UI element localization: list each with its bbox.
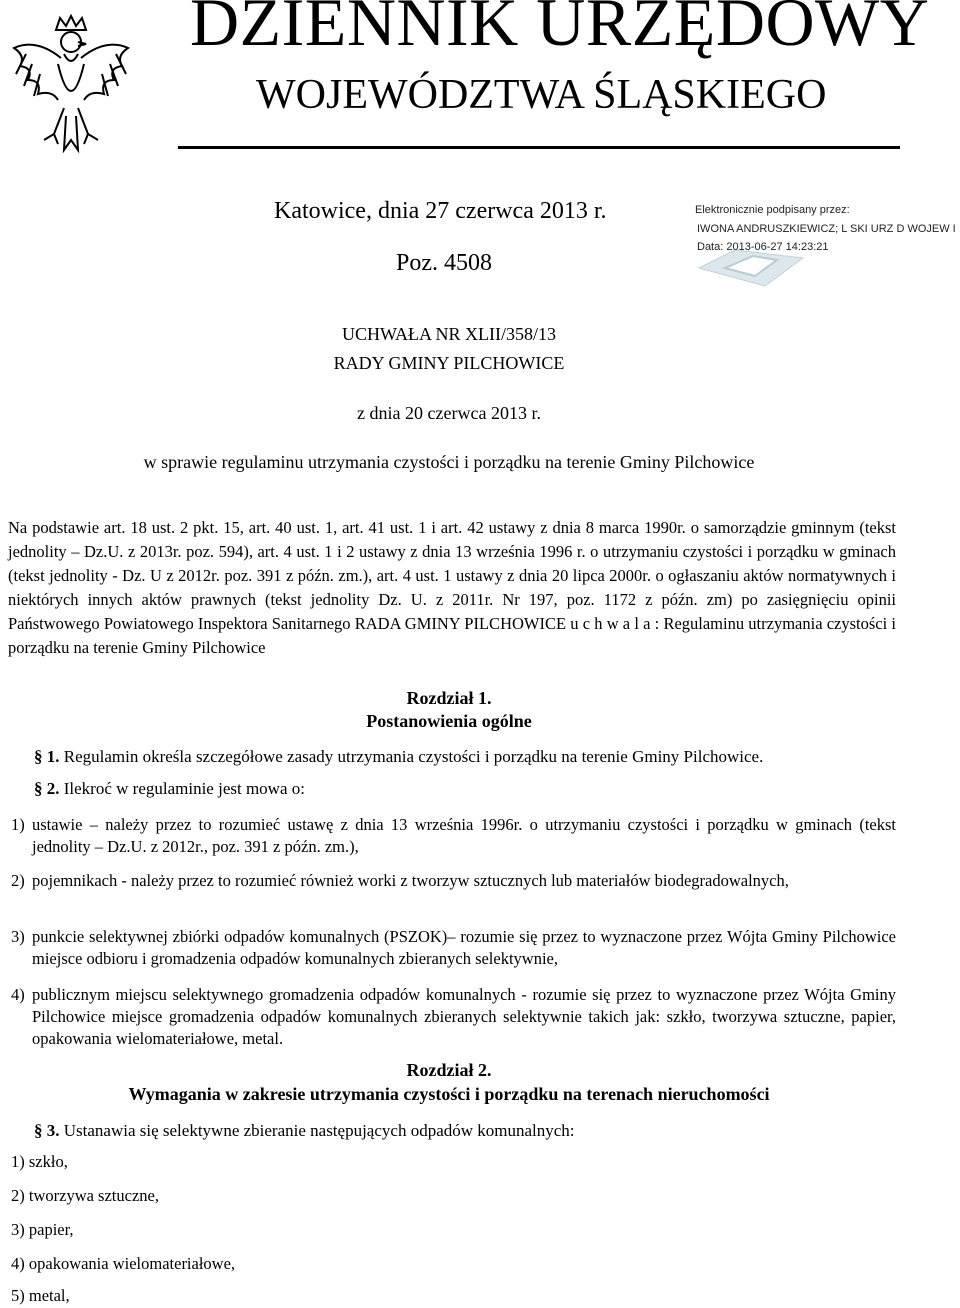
chapter-1-title: Postanowienia ogólne [366,711,532,731]
journal-title: DZIENNIK URZĘDOWY [190,0,930,60]
header-divider [178,146,900,149]
section-3: § 3. Ustanawia się selektywne zbieranie następujących odpadów komunalnych: [34,1121,575,1140]
resolution-number: UCHWAŁA NR XLII/358/13 [342,324,556,344]
definition-item [11,870,896,892]
signature-date: Data: 2013-06-27 14:23:21 [697,241,829,253]
electronic-signature [695,202,960,292]
position-number: Poz. 4508 [396,250,492,276]
definition-text: pojemnikach - należy przez to rozumieć również worki z tworzyw sztucznych lub materiałów biodegradowalnych, [32,871,789,890]
signature-label: Elektronicznie podpisany przez: [695,204,850,216]
journal-subtitle: WOJEWÓDZTWA ŚLĄSKIEGO [256,72,827,118]
section-2: § 2. Ilekroć w regulaminie jest mowa o: [34,779,305,798]
definition-number: 3) [11,927,25,946]
section-3-text: Ustanawia się selektywne zbieranie następujących odpadów komunalnych: [63,1121,575,1140]
section-1-mark: 1. [46,747,60,766]
eagle-emblem-icon [6,8,136,158]
preamble-paragraph: Na podstawie art. 18 ust. 2 pkt. 15, art. 40 ust. 1, art. 41 ust. 1 i art. 42 ustawy z dnia 8 marca 1990r. o samorządzie gminnym (tekst jednolity – Dz.U. z 2013r. poz. 594), art. 4 ust. 1 i 2 ustawy z dnia 13 września 1996 r. o utrzymaniu czystości i porządku w gminach (tekst jednolity - Dz. U z 2012r. poz. 391 z późn. zm.), art. 4 ust. 1 ustawy z dnia 20 lipca 2000r. o ogłaszaniu aktów normatywnych i niektórych innych aktów prawnych (tekst jednolity Dz. U. z 2011r. Nr 197, poz. 1172 z późn. zm) po zasięgnięciu opinii Państwowego Powiatowego Inspektora Sanitarnego RADA GMINY PILCHOWICE u c h w a l a : Regulaminu utrzymania czystości i porządku na terenie Gminy Pilchowice [8,518,896,657]
waste-type-item: 2) tworzywa sztuczne, [11,1186,159,1205]
section-2-mark: 2. [46,779,60,798]
definition-item [11,926,896,970]
chapter-2-heading: Rozdział 2. [406,1060,492,1080]
waste-type-item: 1) szkło, [11,1152,68,1171]
resolution-council: RADY GMINY PILCHOWICE [333,353,565,373]
section-1: § 1. Regulamin określa szczegółowe zasady utrzymania czystości i porządku na terenie Gminy Pilchowice. [34,747,764,766]
definition-number: 1) [11,815,25,834]
definition-text: punkcie selektywnej zbiórki odpadów komunalnych (PSZOK)– rozumie się przez to wyznaczone przez Wójta Gminy Pilchowice miejsce odbioru i gromadzenia odpadów komunalnych zbieranych selektywnie, [32,927,896,968]
definition-number: 4) [11,985,25,1004]
section-1-text: Regulamin określa szczegółowe zasady utrzymania czystości i porządku na terenie Gminy Pilchowice. [63,747,764,766]
section-2-text: Ilekroć w regulaminie jest mowa o: [63,779,305,798]
waste-type-item: 3) papier, [11,1220,74,1239]
definition-text: publicznym miejscu selektywnego gromadzenia odpadów komunalnych - rozumie się przez to wyznaczone przez Wójta Gminy Pilchowice miejsce gromadzenia odpadów komunalnych zbieranych selektywnie takich jak: szkło, tworzywa sztuczne, papier, opakowania wielomateriałowe, metal. [32,985,896,1048]
publication-date: Katowice, dnia 27 czerwca 2013 r. [274,198,607,224]
definition-text: ustawie – należy przez to rozumieć ustawę z dnia 13 września 1996r. o utrzymaniu czystości i porządku w gminach (tekst jednolity – Dz.U. z 2012r., poz. 391 z późn. zm.), [32,815,896,856]
resolution-date: z dnia 20 czerwca 2013 r. [357,403,541,423]
resolution-subject: w sprawie regulaminu utrzymania czystości i porządku na terenie Gminy Pilchowice [143,452,755,472]
waste-type-item: 4) opakowania wielomateriałowe, [11,1254,236,1273]
definition-item [11,814,896,858]
definition-number: 2) [11,871,25,890]
chapter-2-title: Wymagania w zakresie utrzymania czystości i porządku na terenach nieruchomości [128,1084,770,1104]
chapter-1-heading: Rozdział 1. [406,688,492,708]
definition-item [11,984,896,1050]
signature-signer: IWONA ANDRUSZKIEWICZ; L SKI URZ D WOJEW I [697,223,956,235]
section-3-mark: 3. [46,1121,60,1140]
waste-type-item: 5) metal, [11,1286,70,1305]
